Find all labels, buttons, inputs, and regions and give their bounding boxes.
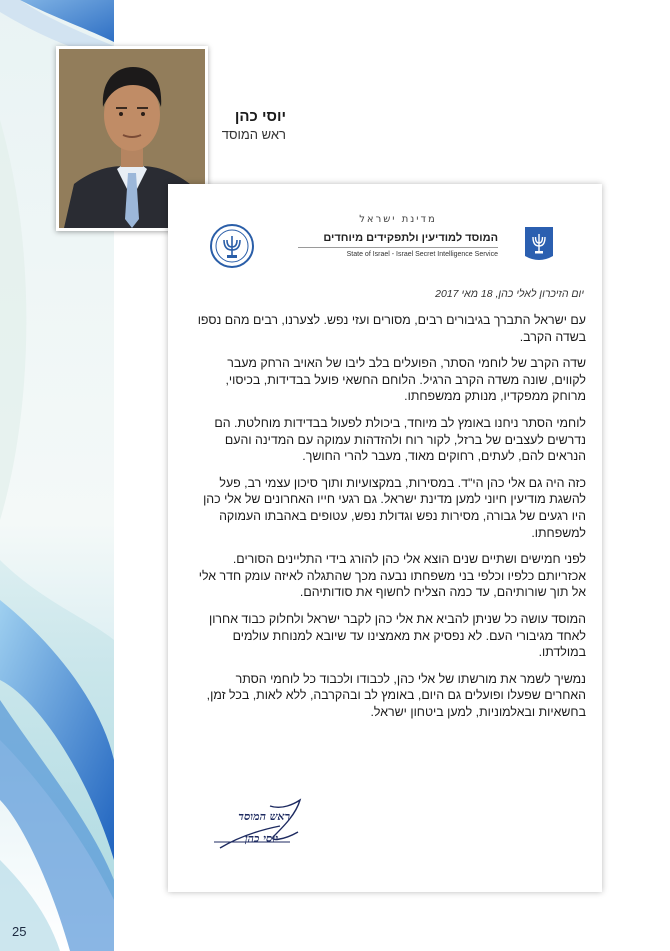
- paragraph: לוחמי הסתר ניחנו באומץ לב מיוחד, ביכולת לפעול בבדידות מוחלטת. הם נדרשים לעצבים של ברזל, לקור רוח ולהזדהות עמוקה עם המדינה והעם הנראים להם, לעתים, רחוקים מאוד, מעבר להרי החושך.: [214, 415, 586, 464]
- person-name: יוסי כהן: [234, 108, 286, 125]
- page-number: 25: [12, 924, 27, 939]
- handwritten-signature: [210, 796, 310, 856]
- header-divider: [298, 247, 498, 248]
- letter-card: [168, 184, 602, 892]
- paragraph: לפני חמישים ושתיים שנים הוצא אלי כהן להורג בידי התליינים הסורים. אכזריותם כלפיו וכלפי בני משפחתו נבעה מכך שהתגלה לאיזה עומק חדר אלי אל תוך שורותיהם, עד כמה הצליח לחשוף את סודותיהם.: [198, 552, 586, 600]
- state-emblem-icon: [524, 226, 554, 264]
- paragraph: נמשיך לשמר את מורשתו של אלי כהן, לכבודו ולכבוד כל לוחמי הסתר האחרים שפעלו ופועלים גם היום, באומץ לב ובהקרבה, ללא לאות, בכל זמן, בחשאיות ובאלמוניות, למען ביטחון ישראל.: [206, 671, 586, 719]
- letter-date: יום הזיכרון לאלי כהן, 18 מאי 2017: [435, 288, 584, 300]
- state-title: מדינת ישראל: [359, 214, 437, 225]
- person-title: ראש המוסד: [221, 127, 286, 142]
- org-name-hebrew: המוסד למודיעין ולתפקידים מיוחדים: [323, 232, 498, 244]
- paragraph: עם ישראל התברך בגיבורים רבים, מסורים ועזי נפש. לצערנו, רבים מהם נספו בשדה הקרב.: [197, 313, 586, 344]
- org-name-english: State of Israel - Israel Secret Intelligence Service: [346, 251, 498, 258]
- paragraph: כזה היה גם אלי כהן הי"ד. במסירות, במקצועיות ותוך סיכון עצמי רב, פעל להשגת מודיעין חיוני למען מדינת ישראל. גם רגעי חייו האחרונים של אלי כהן היו רגעים של גבורה, מסירות נפש וגדולת נפש, עטופים באהבתו העמוקה למשפחתו.: [203, 475, 586, 540]
- mossad-emblem-icon: [210, 224, 254, 268]
- signature-title: ראש המוסד: [238, 810, 290, 823]
- paragraph: שדה הקרב של לוחמי הסתר, הפועלים בלב ליבו של האויב הרחק מעבר לקווים, שונה משדה הקרב הרגיל. הלוחם החשאי פועל בבדידות, בכיסוי, מרוחק ממפקדיו, מנותק ממשפחתו.: [225, 356, 586, 404]
- letter-body: [194, 312, 586, 730]
- signature-name: יוסי כהן: [244, 832, 278, 845]
- paragraph: המוסד עושה כל שניתן להביא את אלי כהן לקבר ישראל ולחלוק כבוד אחרון לאחד מגיבורי העם. לא נפסיק את מאמצינו עד שיובא למנוחת עולמים במולדתו.: [209, 611, 586, 660]
